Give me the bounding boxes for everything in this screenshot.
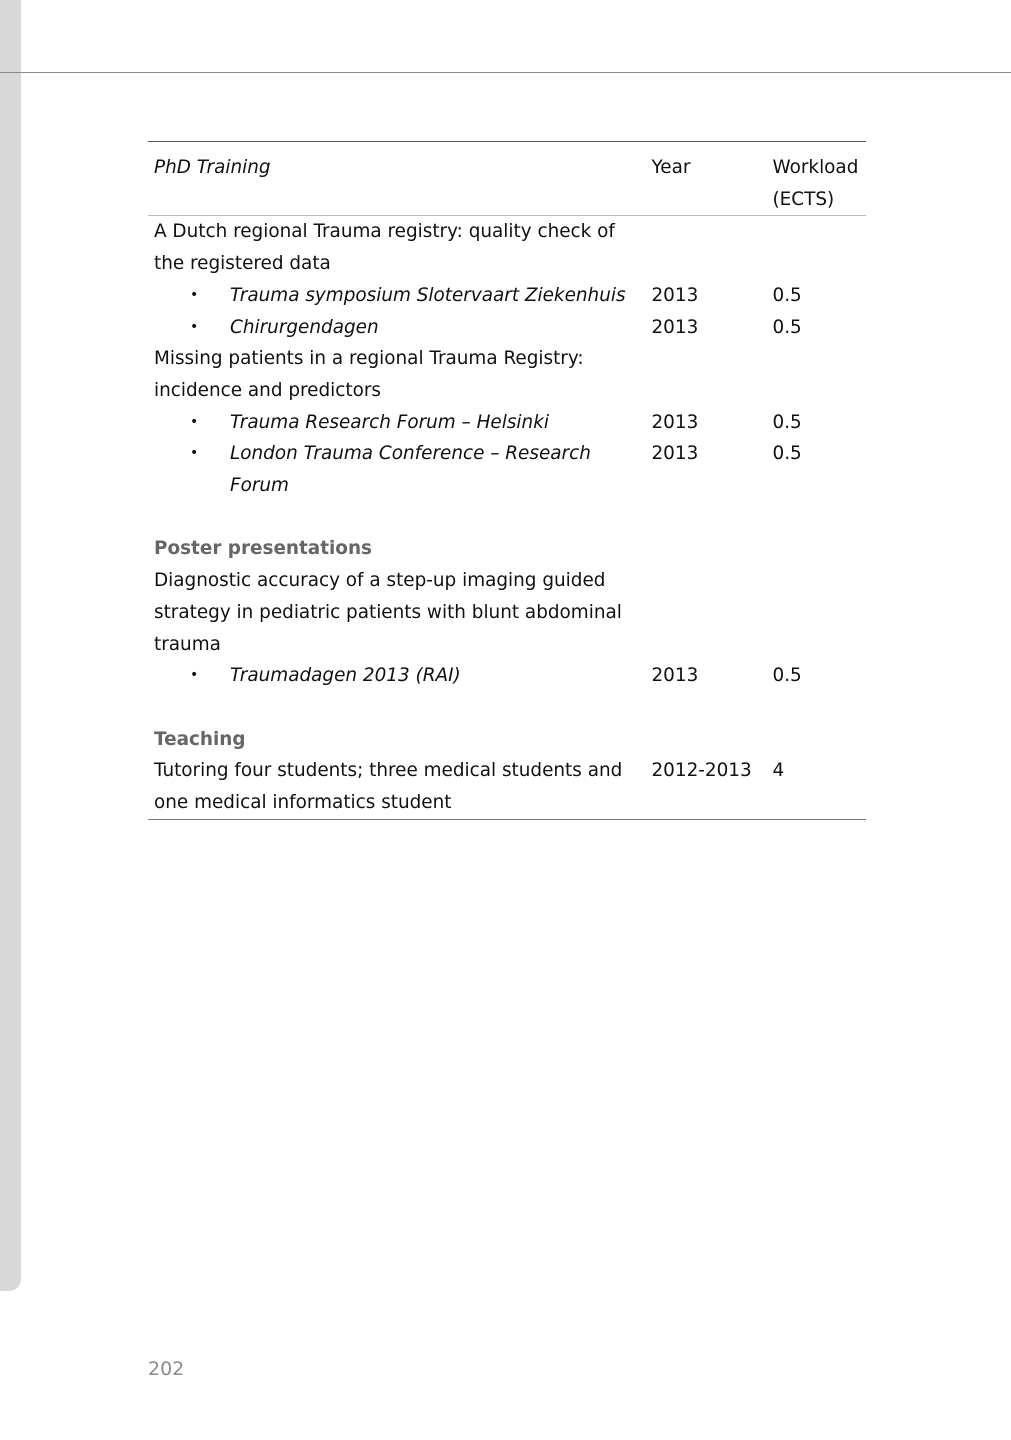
- bullet-icon: •: [190, 413, 199, 430]
- teaching-ects: 4: [767, 755, 867, 819]
- side-tab-bar: [0, 0, 21, 1291]
- phd-training-table: [148, 141, 866, 820]
- event-name: Chirurgendagen: [230, 316, 379, 338]
- teaching-description: Tutoring four students; three medical students and one medical informatics student: [148, 755, 645, 819]
- header-rule: [0, 72, 1011, 73]
- event-ects: 0.5: [772, 284, 802, 306]
- col-header-workload: Workload (ECTS): [767, 142, 867, 216]
- event-ects: 0.5: [772, 411, 802, 433]
- presentation-title-row: [148, 216, 866, 280]
- table-row: [148, 755, 866, 819]
- bullet-icon: •: [190, 318, 199, 335]
- poster-title-row: [148, 565, 866, 660]
- table-row: [148, 438, 866, 501]
- poster-section-heading: Poster presentations: [154, 538, 372, 560]
- page-number: 202: [148, 1358, 185, 1380]
- table-row: [148, 660, 866, 692]
- bullet-icon: •: [190, 445, 199, 462]
- event-ects: 0.5: [772, 665, 802, 687]
- event-name: London Trauma Conference – Research Forum: [230, 443, 591, 497]
- teaching-year: 2012-2013: [645, 755, 766, 819]
- section-heading-row: [148, 533, 866, 565]
- event-name: Trauma symposium Slotervaart Ziekenhuis: [230, 284, 626, 306]
- spacer-row: [148, 502, 866, 534]
- presentation-title: A Dutch regional Trauma registry: quality check of the registered data: [154, 221, 615, 275]
- col-header-training: PhD Training: [148, 142, 645, 216]
- presentation-title: Missing patients in a regional Trauma Registry: incidence and predictors: [154, 348, 584, 401]
- event-name: Trauma Research Forum – Helsinki: [230, 411, 549, 433]
- section-heading-row: [148, 724, 866, 756]
- spacer-row: [148, 692, 866, 724]
- event-year: 2013: [651, 316, 699, 338]
- event-ects: 0.5: [772, 316, 802, 338]
- bullet-icon: •: [190, 667, 199, 684]
- poster-title: Diagnostic accuracy of a step-up imaging guided strategy in pediatric patients with blunt abdominal trauma: [154, 570, 622, 655]
- event-name: Traumadagen 2013 (RAI): [230, 665, 461, 687]
- event-ects: 0.5: [772, 443, 802, 465]
- event-year: 2013: [651, 665, 699, 687]
- event-year: 2013: [651, 443, 699, 465]
- table-row: [148, 407, 866, 439]
- table-header-row: [148, 142, 866, 216]
- teaching-section-heading: Teaching: [154, 728, 246, 750]
- event-year: 2013: [651, 411, 699, 433]
- bullet-icon: •: [190, 286, 199, 303]
- col-header-year: Year: [645, 142, 766, 216]
- table-row: [148, 312, 866, 344]
- table-row: [148, 280, 866, 312]
- presentation-title-row: [148, 343, 866, 406]
- event-year: 2013: [651, 284, 699, 306]
